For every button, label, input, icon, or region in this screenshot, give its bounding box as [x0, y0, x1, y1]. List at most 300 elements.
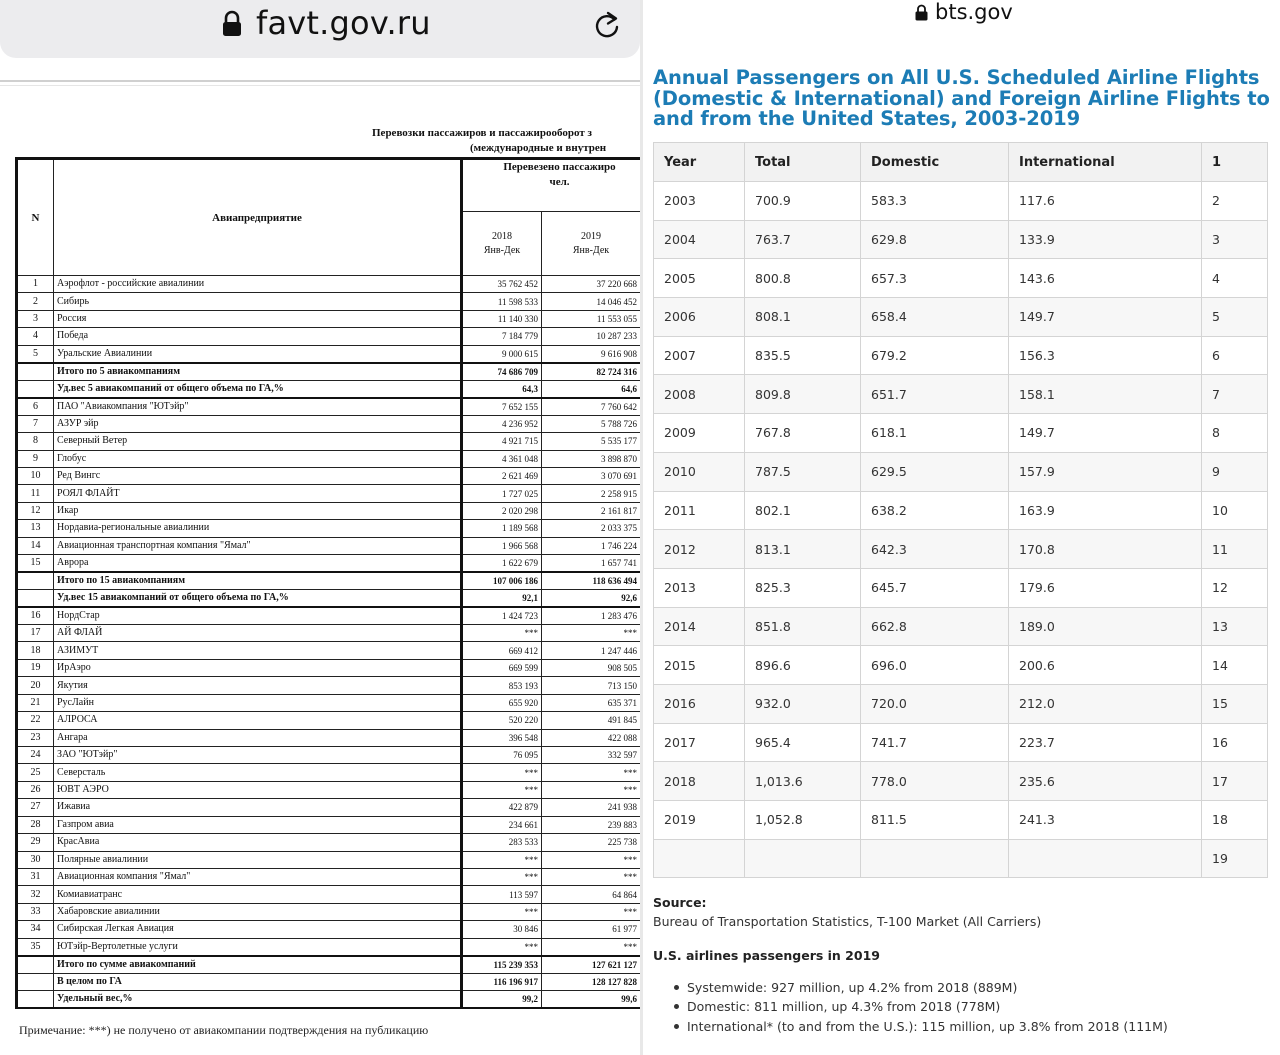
- international-cell: 235.6: [1009, 762, 1202, 801]
- value-2019: 225 738: [542, 834, 641, 851]
- rownum-cell: 2: [1202, 182, 1268, 221]
- total-cell: 1,013.6: [745, 762, 861, 801]
- domestic-cell: 657.3: [861, 259, 1009, 298]
- table-row: [17, 485, 657, 502]
- international-cell: 156.3: [1009, 336, 1202, 375]
- airline-name: Уд.вес 15 авиакомпаний от общего объема по ГА,%: [54, 590, 462, 608]
- value-2019: 491 845: [542, 712, 641, 729]
- airline-name: Удельный вес,%: [54, 991, 462, 1009]
- year-cell: 2004: [654, 220, 745, 259]
- source-text: Bureau of Transportation Statistics, T-100 Market (All Carriers): [653, 914, 1042, 929]
- row-number: 19: [17, 659, 54, 676]
- value-2019: 118 636 494: [542, 572, 641, 590]
- row-number: 7: [17, 415, 54, 432]
- year-cell: 2003: [654, 182, 745, 221]
- rownum-cell: 16: [1202, 723, 1268, 762]
- year-cell: 2016: [654, 684, 745, 723]
- total-cell: 835.5: [745, 336, 861, 375]
- airline-name: Победа: [54, 328, 462, 345]
- row-number: [17, 991, 54, 1009]
- bts-passengers-table: [653, 142, 1268, 878]
- row-number: 6: [17, 398, 54, 416]
- value-2018: 1 966 568: [462, 537, 542, 554]
- value-2019: 1 746 224: [542, 537, 641, 554]
- table-row: [654, 646, 1268, 685]
- value-2018: ***: [462, 938, 542, 956]
- value-2018: 7 652 155: [462, 398, 542, 416]
- international-cell: 143.6: [1009, 259, 1202, 298]
- value-2018: 4 361 048: [462, 450, 542, 467]
- value-2018: 1 189 568: [462, 520, 542, 537]
- col-2018-period: Янв-Дек: [483, 244, 521, 256]
- value-2018: 107 006 186: [462, 572, 542, 590]
- right-address-bar[interactable]: [643, 0, 1280, 30]
- year-cell: 2018: [654, 762, 745, 801]
- year-cell: 2009: [654, 414, 745, 453]
- table-row: [17, 659, 657, 676]
- table-row: [17, 712, 657, 729]
- total-cell: 825.3: [745, 568, 861, 607]
- value-2019: 11 553 055: [542, 310, 641, 327]
- airline-name: ИрАэро: [54, 659, 462, 676]
- row-number: [17, 363, 54, 381]
- rownum-cell: 13: [1202, 607, 1268, 646]
- airline-name: Итого по сумме авиакомпаний: [54, 956, 462, 974]
- row-number: 22: [17, 712, 54, 729]
- total-cell: 965.4: [745, 723, 861, 762]
- table-row: [654, 530, 1268, 569]
- airline-name: Северный Ветер: [54, 433, 462, 450]
- col-group-line1: Перевезено пассажиро: [503, 161, 616, 173]
- rownum-cell: 19: [1202, 839, 1268, 878]
- value-2019: 99,6: [542, 991, 641, 1009]
- value-2019: 3 898 870: [542, 450, 641, 467]
- domestic-cell: 583.3: [861, 182, 1009, 221]
- table-row: [17, 450, 657, 467]
- table-row: [654, 182, 1268, 221]
- year-cell: 2006: [654, 298, 745, 337]
- value-2018: 64,3: [462, 380, 542, 398]
- row-number: 10: [17, 467, 54, 484]
- value-2019: 241 938: [542, 799, 641, 816]
- domestic-cell: 618.1: [861, 414, 1009, 453]
- value-2018: 9 000 615: [462, 345, 542, 363]
- table-row: [17, 677, 657, 694]
- value-2019: ***: [542, 781, 641, 798]
- international-cell: 117.6: [1009, 182, 1202, 221]
- summary-bullet: Domestic: 811 million, up 4.3% from 2018 (778M): [671, 997, 1168, 1016]
- domestic-cell: 720.0: [861, 684, 1009, 723]
- international-cell: 189.0: [1009, 607, 1202, 646]
- summary-list: [671, 978, 1168, 1036]
- airline-name: Аэрофлот - российские авиалинии: [54, 276, 462, 293]
- rownum-cell: 4: [1202, 259, 1268, 298]
- rownum-cell: 14: [1202, 646, 1268, 685]
- value-2018: 30 846: [462, 921, 542, 938]
- value-2018: ***: [462, 903, 542, 920]
- rownum-cell: 10: [1202, 491, 1268, 530]
- airline-name: Уд.вес 5 авиакомпаний от общего объема по ГА,%: [54, 380, 462, 398]
- table-row: [654, 414, 1268, 453]
- domestic-cell: 638.2: [861, 491, 1009, 530]
- row-number: 28: [17, 816, 54, 833]
- table-row: [654, 259, 1268, 298]
- domestic-cell: 629.5: [861, 452, 1009, 491]
- summary-bullet: Systemwide: 927 million, up 4.2% from 2018 (889M): [671, 978, 1168, 997]
- airline-name: Ред Вингс: [54, 467, 462, 484]
- airline-name: НордСтар: [54, 607, 462, 625]
- table-row: [654, 684, 1268, 723]
- table-row: [17, 851, 657, 868]
- col-airline-header: Авиапредприятие: [54, 159, 462, 276]
- value-2018: ***: [462, 764, 542, 781]
- airline-name: АЗИМУТ: [54, 642, 462, 659]
- value-2019: ***: [542, 868, 641, 885]
- domestic-cell: 696.0: [861, 646, 1009, 685]
- value-2019: 127 621 127: [542, 956, 641, 974]
- value-2019: 635 371: [542, 694, 641, 711]
- airline-name: Авиационная компания "Ямал": [54, 868, 462, 885]
- table-row: [17, 607, 657, 625]
- domestic-cell: 645.7: [861, 568, 1009, 607]
- col-2019-year: 2019: [581, 230, 601, 242]
- table-row: [17, 520, 657, 537]
- rownum-cell: 15: [1202, 684, 1268, 723]
- table-row: [17, 903, 657, 920]
- value-2019: 64 864: [542, 886, 641, 903]
- col-2019-header: [542, 212, 641, 276]
- row-number: 32: [17, 886, 54, 903]
- row-number: 11: [17, 485, 54, 502]
- value-2019: 2 033 375: [542, 520, 641, 537]
- airline-name: РусЛайн: [54, 694, 462, 711]
- table-row: [654, 220, 1268, 259]
- row-number: 13: [17, 520, 54, 537]
- row-number: 8: [17, 433, 54, 450]
- airline-name: Северсталь: [54, 764, 462, 781]
- airline-name: Россия: [54, 310, 462, 327]
- value-2019: 332 597: [542, 747, 641, 764]
- domestic-cell: [861, 839, 1009, 878]
- summary-row: [17, 956, 657, 974]
- airline-name: Авиационная транспортная компания "Ямал": [54, 537, 462, 554]
- airline-name: Аврора: [54, 555, 462, 573]
- domestic-cell: 629.8: [861, 220, 1009, 259]
- value-2018: 520 220: [462, 712, 542, 729]
- row-number: 25: [17, 764, 54, 781]
- row-number: 9: [17, 450, 54, 467]
- left-url-text: favt.gov.ru: [256, 4, 431, 42]
- table-row: [654, 839, 1268, 878]
- value-2018: 655 920: [462, 694, 542, 711]
- table-row: [17, 747, 657, 764]
- col-n-header: N: [17, 159, 54, 276]
- table-row: [654, 801, 1268, 840]
- value-2019: ***: [542, 903, 641, 920]
- value-2019: 1 247 446: [542, 642, 641, 659]
- value-2019: 82 724 316: [542, 363, 641, 381]
- table-row: [654, 336, 1268, 375]
- value-2019: 61 977: [542, 921, 641, 938]
- value-2019: 239 883: [542, 816, 641, 833]
- value-2018: 283 533: [462, 834, 542, 851]
- value-2018: 115 239 353: [462, 956, 542, 974]
- domestic-cell: 741.7: [861, 723, 1009, 762]
- row-number: 5: [17, 345, 54, 363]
- value-2019: 14 046 452: [542, 293, 641, 310]
- col-total-header: Total: [745, 143, 861, 182]
- table-row: [17, 921, 657, 938]
- airline-name: Уральские Авиалинии: [54, 345, 462, 363]
- airline-name: Хабаровские авиалинии: [54, 903, 462, 920]
- russian-airlines-table: [15, 157, 657, 1009]
- row-number: 33: [17, 903, 54, 920]
- airline-name: Итого по 15 авиакомпаниям: [54, 572, 462, 590]
- airline-name: Ангара: [54, 729, 462, 746]
- summary-row: [17, 363, 657, 381]
- year-cell: 2011: [654, 491, 745, 530]
- value-2018: 113 597: [462, 886, 542, 903]
- table-row: [17, 834, 657, 851]
- total-cell: 813.1: [745, 530, 861, 569]
- toolbar-separator: [0, 80, 640, 82]
- table-row: [654, 491, 1268, 530]
- international-cell: 133.9: [1009, 220, 1202, 259]
- row-number: 14: [17, 537, 54, 554]
- domestic-cell: 658.4: [861, 298, 1009, 337]
- airline-name: КрасАвиа: [54, 834, 462, 851]
- table-row: [654, 375, 1268, 414]
- table-row: [17, 398, 657, 416]
- value-2019: 5 535 177: [542, 433, 641, 450]
- table-row: [17, 625, 657, 642]
- value-2018: ***: [462, 781, 542, 798]
- international-cell: 158.1: [1009, 375, 1202, 414]
- report-subtitle: (международные и внутрен: [470, 142, 607, 154]
- airline-name: Глобус: [54, 450, 462, 467]
- total-cell: 763.7: [745, 220, 861, 259]
- international-cell: 163.9: [1009, 491, 1202, 530]
- year-cell: 2008: [654, 375, 745, 414]
- col-international-header: International: [1009, 143, 1202, 182]
- row-number: 17: [17, 625, 54, 642]
- value-2018: 35 762 452: [462, 276, 542, 293]
- rownum-cell: 17: [1202, 762, 1268, 801]
- airline-name: В целом по ГА: [54, 973, 462, 990]
- value-2018: 92,1: [462, 590, 542, 608]
- summary-title: U.S. airlines passengers in 2019: [653, 948, 880, 963]
- rownum-cell: 8: [1202, 414, 1268, 453]
- value-2018: 2 621 469: [462, 467, 542, 484]
- year-cell: 2017: [654, 723, 745, 762]
- table-row: [654, 723, 1268, 762]
- international-cell: 212.0: [1009, 684, 1202, 723]
- year-cell: [654, 839, 745, 878]
- bts-header-row: [654, 143, 1268, 182]
- international-cell: 241.3: [1009, 801, 1202, 840]
- international-cell: 179.6: [1009, 568, 1202, 607]
- summary-row: [17, 590, 657, 608]
- table-row: [654, 452, 1268, 491]
- bts-page-title: Annual Passengers on All U.S. Scheduled Airline Flights (Domestic & International) and Foreign Airline Flights to and from the United States, 2003-2019: [653, 66, 1270, 130]
- table-row: [17, 537, 657, 554]
- value-2019: 64,6: [542, 380, 641, 398]
- value-2019: ***: [542, 851, 641, 868]
- report-note: Примечание: ***) не получено от авиакомпании подтверждения на публикацию: [19, 1023, 429, 1037]
- right-url-text: bts.gov: [935, 0, 1013, 24]
- value-2018: 99,2: [462, 991, 542, 1009]
- value-2019: 1 283 476: [542, 607, 641, 625]
- international-cell: 157.9: [1009, 452, 1202, 491]
- table-row: [17, 781, 657, 798]
- row-number: [17, 956, 54, 974]
- year-cell: 2014: [654, 607, 745, 646]
- row-number: 31: [17, 868, 54, 885]
- year-cell: 2015: [654, 646, 745, 685]
- value-2018: ***: [462, 851, 542, 868]
- year-cell: 2007: [654, 336, 745, 375]
- total-cell: 932.0: [745, 684, 861, 723]
- bts-table-body: [654, 182, 1268, 878]
- value-2018: 7 184 779: [462, 328, 542, 345]
- table-row: [654, 298, 1268, 337]
- total-cell: 896.6: [745, 646, 861, 685]
- value-2019: 92,6: [542, 590, 641, 608]
- airline-name: ЮТэйр-Вертолетные услуги: [54, 938, 462, 956]
- col-rownum-header: 1: [1202, 143, 1268, 182]
- value-2018: 669 412: [462, 642, 542, 659]
- table-row: [17, 276, 657, 293]
- airline-name: Газпром авиа: [54, 816, 462, 833]
- total-cell: 851.8: [745, 607, 861, 646]
- airline-name: ЮВТ АЭРО: [54, 781, 462, 798]
- airline-name: РОЯЛ ФЛАЙТ: [54, 485, 462, 502]
- airline-name: Комиавиатранс: [54, 886, 462, 903]
- airline-name: Икар: [54, 502, 462, 519]
- international-cell: 200.6: [1009, 646, 1202, 685]
- row-number: 26: [17, 781, 54, 798]
- row-number: [17, 380, 54, 398]
- value-2019: 3 070 691: [542, 467, 641, 484]
- domestic-cell: 651.7: [861, 375, 1009, 414]
- value-2019: 2 161 817: [542, 502, 641, 519]
- rownum-cell: 18: [1202, 801, 1268, 840]
- toolbar-separator: [0, 85, 640, 86]
- lock-icon: [915, 4, 928, 21]
- row-number: 2: [17, 293, 54, 310]
- rownum-cell: 6: [1202, 336, 1268, 375]
- airline-name: АЛРОСА: [54, 712, 462, 729]
- summary-row: [17, 991, 657, 1009]
- table-row: [17, 764, 657, 781]
- table-row: [17, 433, 657, 450]
- value-2019: ***: [542, 625, 641, 642]
- table-row: [17, 868, 657, 885]
- row-number: 1: [17, 276, 54, 293]
- table-row: [17, 886, 657, 903]
- value-2019: 5 788 726: [542, 415, 641, 432]
- value-2019: 422 088: [542, 729, 641, 746]
- value-2018: 4 921 715: [462, 433, 542, 450]
- summary-bullet: International* (to and from the U.S.): 115 million, up 3.8% from 2018 (111M): [671, 1017, 1168, 1036]
- year-cell: 2012: [654, 530, 745, 569]
- total-cell: 1,052.8: [745, 801, 861, 840]
- left-address-bar[interactable]: [0, 0, 640, 58]
- airline-name: АЙ ФЛАЙ: [54, 625, 462, 642]
- table-row: [654, 607, 1268, 646]
- total-cell: [745, 839, 861, 878]
- source-label: Source:: [653, 895, 707, 910]
- value-2019: 908 505: [542, 659, 641, 676]
- international-cell: 223.7: [1009, 723, 1202, 762]
- value-2018: 116 196 917: [462, 973, 542, 990]
- value-2018: 74 686 709: [462, 363, 542, 381]
- international-cell: 149.7: [1009, 298, 1202, 337]
- col-domestic-header: Domestic: [861, 143, 1009, 182]
- row-number: 3: [17, 310, 54, 327]
- value-2019: 9 616 908: [542, 345, 641, 363]
- col-year-header: Year: [654, 143, 745, 182]
- value-2018: 669 599: [462, 659, 542, 676]
- value-2018: 422 879: [462, 799, 542, 816]
- year-cell: 2019: [654, 801, 745, 840]
- row-number: [17, 590, 54, 608]
- rownum-cell: 3: [1202, 220, 1268, 259]
- year-cell: 2013: [654, 568, 745, 607]
- value-2018: ***: [462, 868, 542, 885]
- row-number: 30: [17, 851, 54, 868]
- row-number: 4: [17, 328, 54, 345]
- value-2018: 1 622 679: [462, 555, 542, 573]
- value-2019: 7 760 642: [542, 398, 641, 416]
- total-cell: 700.9: [745, 182, 861, 221]
- rownum-cell: 9: [1202, 452, 1268, 491]
- summary-row: [17, 973, 657, 990]
- value-2019: ***: [542, 764, 641, 781]
- row-number: 16: [17, 607, 54, 625]
- value-2019: 37 220 668: [542, 276, 641, 293]
- table-row: [17, 467, 657, 484]
- row-number: 18: [17, 642, 54, 659]
- airline-name: Полярные авиалинии: [54, 851, 462, 868]
- value-2018: 1 424 723: [462, 607, 542, 625]
- row-number: 12: [17, 502, 54, 519]
- domestic-cell: 642.3: [861, 530, 1009, 569]
- rownum-cell: 12: [1202, 568, 1268, 607]
- value-2018: 853 193: [462, 677, 542, 694]
- reload-icon[interactable]: [592, 9, 622, 41]
- value-2018: 2 020 298: [462, 502, 542, 519]
- total-cell: 767.8: [745, 414, 861, 453]
- table-row: [17, 502, 657, 519]
- value-2019: 713 150: [542, 677, 641, 694]
- table-row: [17, 555, 657, 573]
- col-group-header: [462, 159, 657, 212]
- value-2018: ***: [462, 625, 542, 642]
- value-2019: 2 258 915: [542, 485, 641, 502]
- value-2019: 1 657 741: [542, 555, 641, 573]
- table-row: [17, 293, 657, 310]
- total-cell: 787.5: [745, 452, 861, 491]
- row-number: 21: [17, 694, 54, 711]
- row-number: [17, 973, 54, 990]
- domestic-cell: 811.5: [861, 801, 1009, 840]
- table-row: [654, 762, 1268, 801]
- table-row: [17, 642, 657, 659]
- rownum-cell: 11: [1202, 530, 1268, 569]
- russian-table-body: [17, 276, 657, 1009]
- domestic-cell: 679.2: [861, 336, 1009, 375]
